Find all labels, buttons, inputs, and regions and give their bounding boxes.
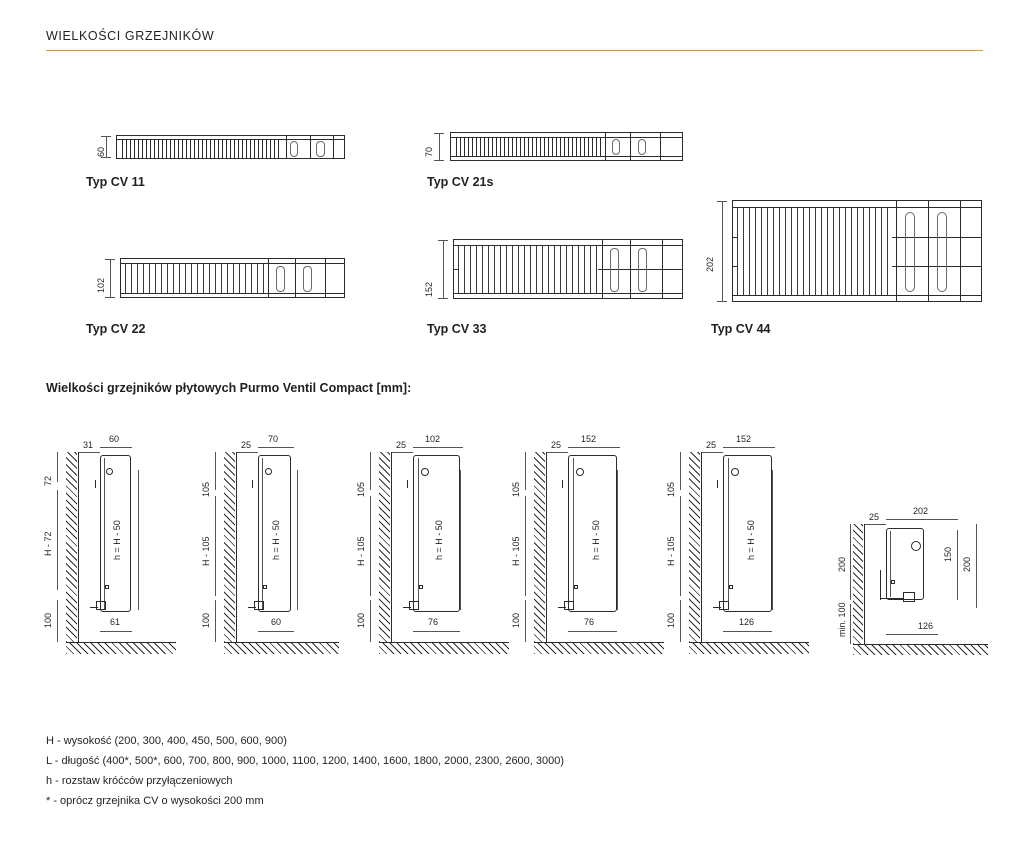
d-cv22-upper-left-dim: 105 — [356, 481, 366, 497]
d-cv21s-valve-block — [254, 601, 264, 610]
label-cv44: Typ CV 44 — [711, 322, 771, 336]
d-cv44-topdim-line-1 — [701, 452, 723, 453]
d-cv33-bracket — [562, 480, 563, 488]
d-cv21s-center-dim-line — [297, 470, 298, 610]
label-cv21s: Typ CV 21s — [427, 175, 494, 189]
detail-bottom-connection — [891, 580, 895, 584]
cv44-dim-tick-bottom — [717, 301, 727, 302]
detail-left-dim: 200 — [837, 556, 847, 572]
d-cv22-bottom-center-dim: 76 — [428, 617, 439, 627]
detail-radiator-inner-line — [890, 531, 891, 597]
d-cv22-bottom-left-dim: 100 — [356, 612, 366, 628]
d-cv11-upper-left-dim: 72 — [43, 475, 53, 486]
d-cv33-floor-hatch — [534, 643, 664, 654]
cv22-depth-dim: 102 — [96, 277, 106, 293]
cv21s-valve-detail-1 — [612, 139, 620, 155]
d-cv21s-bottom-center-dim: 60 — [271, 617, 282, 627]
d-cv21s-bottom-left-dim: 100 — [201, 612, 211, 628]
detail-right-inner-dim: 150 — [943, 546, 953, 562]
d-cv33-bottom-dim-line — [525, 600, 526, 642]
d-cv33-top-right-dim: 152 — [581, 434, 597, 444]
cv22-fin-pattern — [125, 264, 265, 293]
cv44-dim-tick-top — [717, 201, 727, 202]
cv22-dim-tick-top — [105, 259, 115, 260]
cv22-inner-div-3 — [325, 259, 326, 297]
d-cv11-bottom-center-dim: 61 — [110, 617, 121, 627]
cv21s-depth-dim: 70 — [424, 146, 434, 157]
d-cv21s-top-left-dim: 25 — [241, 440, 252, 450]
d-cv44-center-dim-line — [772, 470, 773, 610]
d-cv22-wall-hatch — [379, 452, 390, 642]
d-cv22-top-connection — [421, 468, 429, 476]
cv21s-dim-tick-bottom — [434, 160, 444, 161]
d-cv22-bottom-dim-line — [370, 600, 371, 642]
d-cv11-bottom-connection — [105, 585, 109, 589]
cv44-dim-line — [722, 201, 723, 301]
d-cv21s-topdim-line-2 — [258, 447, 294, 448]
detail-bottom-dim-line — [850, 604, 851, 644]
d-cv21s-center-dim: h = H - 50 — [271, 520, 281, 560]
d-cv11-center-dim: h = H - 50 — [112, 520, 122, 560]
d-cv11-bracket — [95, 480, 96, 488]
cv33-inner-div-3 — [662, 240, 663, 298]
d-cv11-valve-stub — [90, 607, 98, 608]
cv33-dim-tick-top — [438, 240, 448, 241]
note-l: L - długość (400*, 500*, 600, 700, 800, 900, 1000, 1100, 1200, 1400, 1600, 1800, 2000, 2300, 2600, 3000) — [46, 755, 565, 767]
d-cv44-left-dim-line — [680, 496, 681, 596]
cv22-dim-line — [110, 259, 111, 297]
cv22-back-line — [120, 293, 345, 294]
d-cv22-topdim-line-2 — [413, 447, 463, 448]
detail-topdim-line-1 — [864, 524, 886, 525]
cv33-valve-detail-2 — [638, 248, 647, 292]
cv11-fin-pattern — [122, 140, 282, 158]
cv44-valve-detail-1 — [905, 212, 915, 292]
d-cv33-bottom-center-line — [568, 631, 617, 632]
d-cv22-bottom-center-line — [413, 631, 460, 632]
d-cv21s-bottom-dim-line — [215, 600, 216, 642]
dimensions-section-title: Wielkości grzejników płytowych Purmo Ventil Compact [mm]: — [46, 381, 412, 395]
d-cv11-wall-line — [78, 452, 79, 642]
d-cv33-left-dim-line — [525, 496, 526, 596]
cv21s-valve-detail-2 — [638, 139, 646, 155]
label-cv11: Typ CV 11 — [86, 175, 145, 189]
d-cv33-left-dim: H - 105 — [511, 536, 521, 566]
detail-wall-hatch — [853, 524, 863, 644]
d-cv21s-left-dim-line — [215, 496, 216, 596]
detail-valve-block — [903, 592, 915, 602]
d-cv44-top-connection — [731, 468, 739, 476]
detail-floor-hatch — [853, 645, 988, 655]
d-cv44-bottom-dim-line — [680, 600, 681, 642]
d-cv22-upper-dim-line — [370, 452, 371, 490]
d-cv21s-valve-stub — [248, 607, 256, 608]
d-cv21s-upper-left-dim: 105 — [201, 481, 211, 497]
detail-topdim-line-2 — [886, 519, 958, 520]
d-cv11-wall-hatch — [66, 452, 77, 642]
d-cv33-center-dim-line — [617, 470, 618, 610]
d-cv22-top-left-dim: 25 — [396, 440, 407, 450]
d-cv11-upper-dim-line — [57, 452, 58, 482]
detail-bottom-dim: 126 — [918, 621, 934, 631]
d-cv22-center-dim: h = H - 50 — [434, 520, 444, 560]
d-cv11-floor-hatch — [66, 643, 176, 654]
detail-left-dim-line — [850, 524, 851, 600]
cv44-fin-pattern — [737, 208, 892, 295]
d-cv11-left-dim-line — [57, 490, 58, 590]
detail-right-outer-line — [976, 524, 977, 608]
cv33-fin-pattern — [458, 246, 598, 293]
d-cv33-valve-block — [564, 601, 574, 610]
detail-top-left-dim: 25 — [869, 512, 880, 522]
label-cv22: Typ CV 22 — [86, 322, 146, 336]
cv33-back-line — [453, 293, 683, 294]
cv33-valve-detail-1 — [610, 248, 619, 292]
cv44-inner-div-2 — [928, 201, 929, 301]
cv33-inner-div-1 — [602, 240, 603, 298]
cv11-dim-tick-bottom — [101, 157, 111, 158]
cv11-dim-tick-top — [101, 136, 111, 137]
cv11-inner-div-1 — [286, 136, 287, 158]
d-cv33-valve-stub — [558, 607, 566, 608]
d-cv21s-top-connection — [265, 468, 272, 475]
d-cv22-valve-stub — [403, 607, 411, 608]
detail-right-inner-line — [957, 530, 958, 600]
d-cv33-topdim-line-2 — [568, 447, 620, 448]
cv11-depth-dim: 60 — [96, 146, 106, 157]
d-cv44-bottom-center-dim: 126 — [739, 617, 755, 627]
detail-top-right-dim: 202 — [913, 506, 929, 516]
d-cv33-wall-line — [546, 452, 547, 642]
cv44-back-line — [732, 295, 982, 296]
cv11-inner-div-2 — [310, 136, 311, 158]
detail-riser-pipe — [880, 570, 881, 600]
d-cv11-top-connection — [106, 468, 113, 475]
d-cv22-valve-block — [409, 601, 419, 610]
cv22-valve-detail-1 — [276, 266, 285, 292]
d-cv44-bracket — [717, 480, 718, 488]
d-cv11-valve-block — [96, 601, 106, 610]
cv33-depth-dim: 152 — [424, 281, 434, 297]
d-cv33-top-left-dim: 25 — [551, 440, 562, 450]
d-cv22-wall-line — [391, 452, 392, 642]
note-h: H - wysokość (200, 300, 400, 450, 500, 600, 900) — [46, 735, 287, 747]
cv11-valve-detail-1 — [290, 141, 298, 157]
d-cv22-bracket — [407, 480, 408, 488]
d-cv44-bottom-center-line — [723, 631, 772, 632]
d-cv11-topdim-line-1 — [78, 452, 100, 453]
cv21s-inner-div-2 — [630, 133, 631, 160]
d-cv44-valve-stub — [713, 607, 721, 608]
d-cv22-bottom-connection — [419, 585, 423, 589]
cv44-valve-detail-2 — [937, 212, 947, 292]
detail-wall-line — [864, 524, 865, 644]
d-cv22-floor-hatch — [379, 643, 509, 654]
detail-top-connection — [911, 541, 921, 551]
d-cv11-left-dim: H - 72 — [43, 531, 53, 556]
d-cv33-bottom-left-dim: 100 — [511, 612, 521, 628]
d-cv22-topdim-line-1 — [391, 452, 413, 453]
cv44-depth-dim: 202 — [705, 256, 715, 272]
d-cv11-bottom-center-line — [100, 631, 132, 632]
cv22-inner-div-2 — [295, 259, 296, 297]
d-cv21s-top-right-dim: 70 — [268, 434, 279, 444]
d-cv44-topdim-line-2 — [723, 447, 775, 448]
d-cv22-center-dim-line — [460, 470, 461, 610]
d-cv33-bottom-center-dim: 76 — [584, 617, 595, 627]
d-cv33-upper-left-dim: 105 — [511, 481, 521, 497]
cv21s-inner-div-3 — [660, 133, 661, 160]
d-cv21s-wall-hatch — [224, 452, 235, 642]
d-cv21s-bracket — [252, 480, 253, 488]
d-cv44-center-dim: h = H - 50 — [746, 520, 756, 560]
cv21s-inner-div-1 — [605, 133, 606, 160]
cv44-inner-div-3 — [960, 201, 961, 301]
cv33-inner-div-2 — [630, 240, 631, 298]
d-cv44-top-left-dim: 25 — [706, 440, 717, 450]
header-divider — [46, 50, 983, 51]
d-cv44-bottom-connection — [729, 585, 733, 589]
d-cv44-bottom-left-dim: 100 — [666, 612, 676, 628]
d-cv11-top-left-dim: 31 — [83, 440, 94, 450]
cv33-dim-line — [443, 240, 444, 298]
cv21s-dim-tick-top — [434, 133, 444, 134]
cv21s-fin-pattern — [456, 138, 601, 156]
d-cv11-topdim-line-2 — [100, 447, 132, 448]
d-cv44-upper-left-dim: 105 — [666, 481, 676, 497]
cv22-inner-div-1 — [268, 259, 269, 297]
d-cv33-upper-dim-line — [525, 452, 526, 490]
d-cv21s-wall-line — [236, 452, 237, 642]
d-cv44-floor-hatch — [689, 643, 809, 654]
cv33-dim-tick-bottom — [438, 298, 448, 299]
d-cv44-upper-dim-line — [680, 452, 681, 490]
d-cv21s-left-dim: H - 105 — [201, 536, 211, 566]
detail-bottom-left-dim: min. 100 — [837, 602, 847, 637]
cv11-valve-detail-2 — [316, 141, 325, 157]
cv22-dim-tick-bottom — [105, 297, 115, 298]
cv22-valve-detail-2 — [303, 266, 312, 292]
d-cv44-wall-line — [701, 452, 702, 642]
d-cv21s-upper-dim-line — [215, 452, 216, 490]
d-cv21s-floor-hatch — [224, 643, 339, 654]
detail-bottom-dim-line-h — [886, 634, 938, 635]
d-cv21s-topdim-line-1 — [236, 452, 258, 453]
d-cv33-bottom-connection — [574, 585, 578, 589]
d-cv44-wall-hatch — [689, 452, 700, 642]
detail-right-outer-dim: 200 — [962, 556, 972, 572]
d-cv44-left-dim: H - 105 — [666, 536, 676, 566]
cv21s-dim-line — [439, 133, 440, 160]
d-cv44-valve-block — [719, 601, 729, 610]
detail-valve-stub — [880, 598, 904, 599]
detail-radiator-body — [886, 528, 924, 600]
page-title: WIELKOŚCI GRZEJNIKÓW — [46, 29, 215, 43]
d-cv22-left-dim-line — [370, 496, 371, 596]
d-cv22-left-dim: H - 105 — [356, 536, 366, 566]
cv11-dim-line — [106, 136, 107, 158]
d-cv33-top-connection — [576, 468, 584, 476]
d-cv33-topdim-line-1 — [546, 452, 568, 453]
d-cv33-center-dim: h = H - 50 — [591, 520, 601, 560]
cv11-inner-div-3 — [333, 136, 334, 158]
d-cv11-top-right-dim: 60 — [109, 434, 120, 444]
d-cv11-bottom-left-dim: 100 — [43, 612, 53, 628]
note-asterisk: * - oprócz grzejnika CV o wysokości 200 mm — [46, 795, 264, 807]
label-cv33: Typ CV 33 — [427, 322, 487, 336]
d-cv22-top-right-dim: 102 — [425, 434, 441, 444]
cv44-inner-div-1 — [896, 201, 897, 301]
note-h-small: h - rozstaw króćców przyłączeniowych — [46, 775, 233, 787]
d-cv44-top-right-dim: 152 — [736, 434, 752, 444]
cv21s-back-line — [450, 156, 683, 157]
d-cv11-bottom-dim-line — [57, 600, 58, 642]
d-cv21s-bottom-center-line — [258, 631, 294, 632]
d-cv33-wall-hatch — [534, 452, 545, 642]
d-cv21s-bottom-connection — [263, 585, 267, 589]
d-cv11-center-dim-line — [138, 470, 139, 610]
